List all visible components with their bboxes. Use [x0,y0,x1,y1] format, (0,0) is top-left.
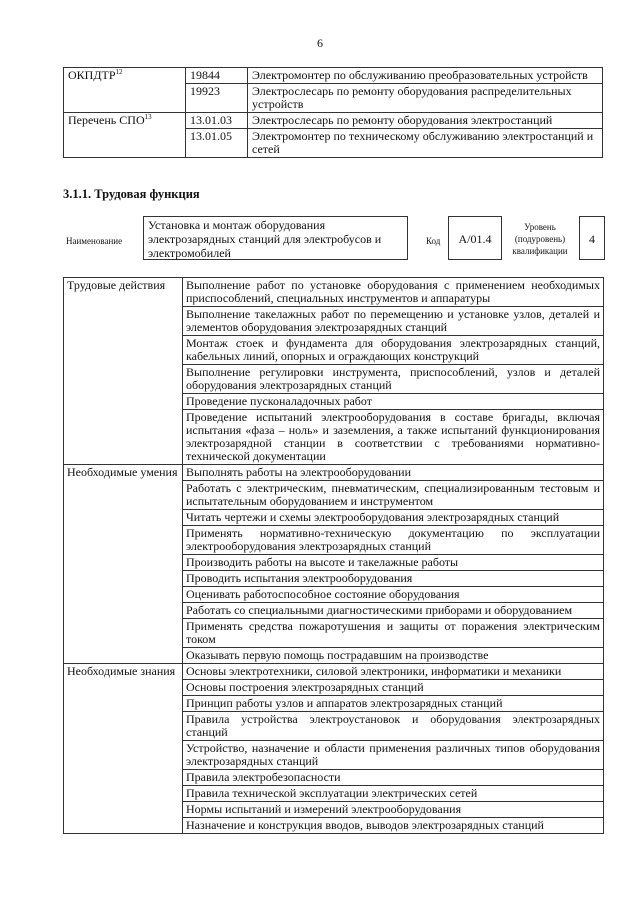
classifier-code: 19923 [186,84,248,113]
classifier-code: 13.01.05 [186,129,248,158]
item-cell: Выполнять работы на электрооборудовании [183,465,604,481]
classifier-title: Электромонтер по обслуживанию преобразовательных устройств [248,68,603,84]
classifier-title: Электромонтер по техническому обслуживанию электростанций и сетей [248,129,603,158]
footnote-ref: 13 [144,113,152,121]
item-cell: Основы построения электрозарядных станций [183,680,604,696]
classifier-name: ОКПДТР$^{12}$ [64,68,186,113]
item-cell: Правила электробезопасности [183,770,604,786]
classifier-code: 13.01.03 [186,113,248,129]
item-cell: Производить работы на высоте и такелажные работы [183,555,604,571]
table-row [64,664,604,680]
item-cell: Основы электротехники, силовой электроники, информатики и механики [183,664,604,680]
section-heading: 3.1.1. Трудовая функция [63,187,200,201]
item-cell: Оказывать первую помощь пострадавшим на производстве [183,648,604,664]
item-cell: Проведение испытаний электрооборудования в составе бригады, включая испытания «фаза – ноль» и заземления, а также испытаний функционирования электрозарядной станции в соответствии с требованиями нормативно-технической документации [183,410,604,465]
item-cell: Устройство, назначение и области применения различных типов оборудования электрозарядных станций [183,741,604,770]
classification-row [64,113,603,129]
item-cell: Оценивать работоспособное состояние оборудования [183,587,604,603]
code-label: Код [426,236,441,246]
item-cell: Выполнение работ по установке оборудования с применением необходимых приспособлений, специальных инструментов и аппаратуры [183,278,604,307]
item-cell: Работать со специальными диагностическими приборами и оборудованием [183,603,604,619]
item-cell: Принцип работы узлов и аппаратов электрозарядных станций [183,696,604,712]
item-cell: Выполнение такелажных работ по перемещению и установке узлов, деталей и элементов оборудования электрозарядных станций [183,307,604,336]
item-cell: Применять средства пожаротушения и защиты от поражения электрическим током [183,619,604,648]
classifier-name: Перечень СПО$^{13}$ [64,113,186,158]
table-row [64,465,604,481]
footnote-ref: 12 [115,68,123,76]
classifier-title: Электрослесарь по ремонту оборудования распределительных устройств [248,84,603,113]
classification-table [63,67,603,158]
item-cell: Работать с электрическим, пневматическим, специализированным тестовым и испытательным оборудованием и инструментом [183,481,604,510]
function-code: A/01.4 [448,216,502,260]
item-cell: Правила устройства электроустановок и оборудования электрозарядных станций [183,712,604,741]
level-label-line-2: (подуровень) [514,234,566,244]
name-label: Наименование [66,236,123,246]
level-label [506,221,574,257]
qualification-level: 4 [579,216,605,260]
category-cell: Необходимые знания [64,664,183,834]
function-name: Установка и монтаж оборудования электрозарядных станций для электробусов и электромобилей [143,216,408,260]
item-cell: Нормы испытаний и измерений электрооборудования [183,802,604,818]
item-cell: Назначение и конструкция вводов, выводов электрозарядных станций [183,818,604,834]
item-cell: Выполнение регулировки инструмента, приспособлений, узлов и деталей оборудования электрозарядных станций [183,365,604,394]
item-cell: Применять нормативно-техническую документацию по эксплуатации электрооборудования электрозарядных станций [183,526,604,555]
classifier-title: Электрослесарь по ремонту оборудования электростанций [248,113,603,129]
level-label-line-1: Уровень [524,222,556,232]
item-cell: Проведение пусконаладочных работ [183,394,604,410]
item-cell: Правила технической эксплуатации электрических сетей [183,786,604,802]
competency-table [63,277,604,834]
table-row [64,278,604,307]
classifier-code: 19844 [186,68,248,84]
item-cell: Проводить испытания электрооборудования [183,571,604,587]
level-label-line-3: квалификации [512,246,568,256]
category-cell: Трудовые действия [64,278,183,465]
classification-row [64,68,603,84]
category-cell: Необходимые умения [64,465,183,664]
item-cell: Читать чертежи и схемы электрооборудования электрозарядных станций [183,510,604,526]
item-cell: Монтаж стоек и фундамента для оборудования электрозарядных станций, кабельных линий, опорных и ограждающих конструкций [183,336,604,365]
page-number: 6 [317,36,323,50]
